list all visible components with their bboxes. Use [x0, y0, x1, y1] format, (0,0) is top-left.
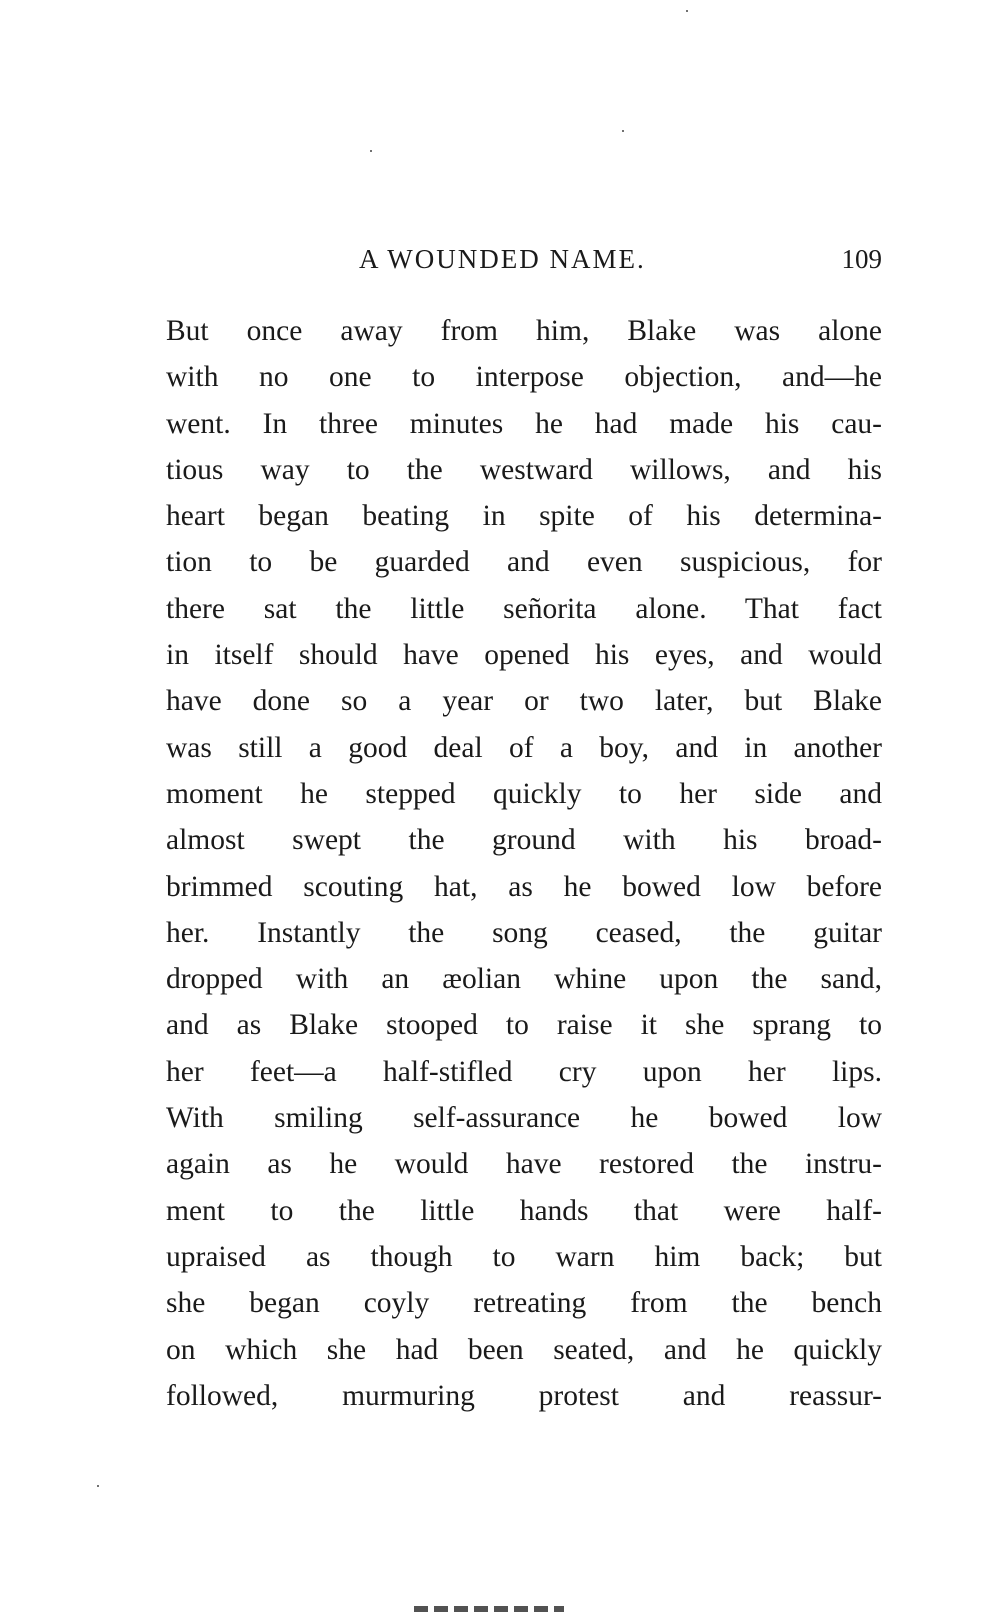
text-line: have done so a year or two later, but Blake — [166, 685, 882, 718]
text-line: she began coyly retreating from the bench — [166, 1287, 882, 1320]
text-line: in itself should have opened his eyes, and would — [166, 639, 882, 672]
text-line: But once away from him, Blake was alone — [166, 315, 882, 347]
text-line: tion to be guarded and even suspicious, for — [166, 546, 882, 579]
text-line: with no one to interpose objection, and—he — [166, 361, 882, 394]
text-line: on which she had been seated, and he quickly — [166, 1333, 882, 1366]
text-line: her. Instantly the song ceased, the guitar — [166, 916, 882, 949]
text-line: moment he stepped quickly to her side and — [166, 777, 882, 810]
body-text — [166, 308, 882, 1419]
text-line: was still a good deal of a boy, and in another — [166, 731, 882, 764]
paper-speck — [97, 1485, 99, 1487]
running-title: A WOUNDED NAME. — [359, 244, 646, 274]
text-line: there sat the little señorita alone. That fact — [166, 592, 882, 625]
text-line: and as Blake stooped to raise it she sprang to — [166, 1009, 882, 1042]
text-line: upraised as though to warn him back; but — [166, 1240, 882, 1273]
text-line: brimmed scouting hat, as he bowed low before — [166, 870, 882, 903]
text-line: tious way to the westward willows, and his — [166, 453, 882, 486]
text-line: her feet—a half-stifled cry upon her lips. — [166, 1055, 882, 1088]
text-line: again as he would have restored the instru- — [166, 1148, 882, 1181]
paper-speck — [370, 150, 372, 152]
text-line: went. In three minutes he had made his cau- — [166, 407, 882, 440]
text-line: heart began beating in spite of his determina- — [166, 500, 882, 533]
running-head — [166, 244, 882, 284]
text-line: With smiling self-assurance he bowed low — [166, 1102, 882, 1135]
signature-mark — [414, 1606, 564, 1612]
paper-speck — [686, 10, 688, 12]
text-line: followed, murmuring protest and reassur- — [166, 1379, 882, 1412]
text-line: ment to the little hands that were half- — [166, 1194, 882, 1227]
paper-speck — [622, 130, 624, 132]
text-line: almost swept the ground with his broad- — [166, 824, 882, 857]
page-number: 109 — [841, 244, 882, 274]
text-line: dropped with an æolian whine upon the sand, — [166, 963, 882, 996]
